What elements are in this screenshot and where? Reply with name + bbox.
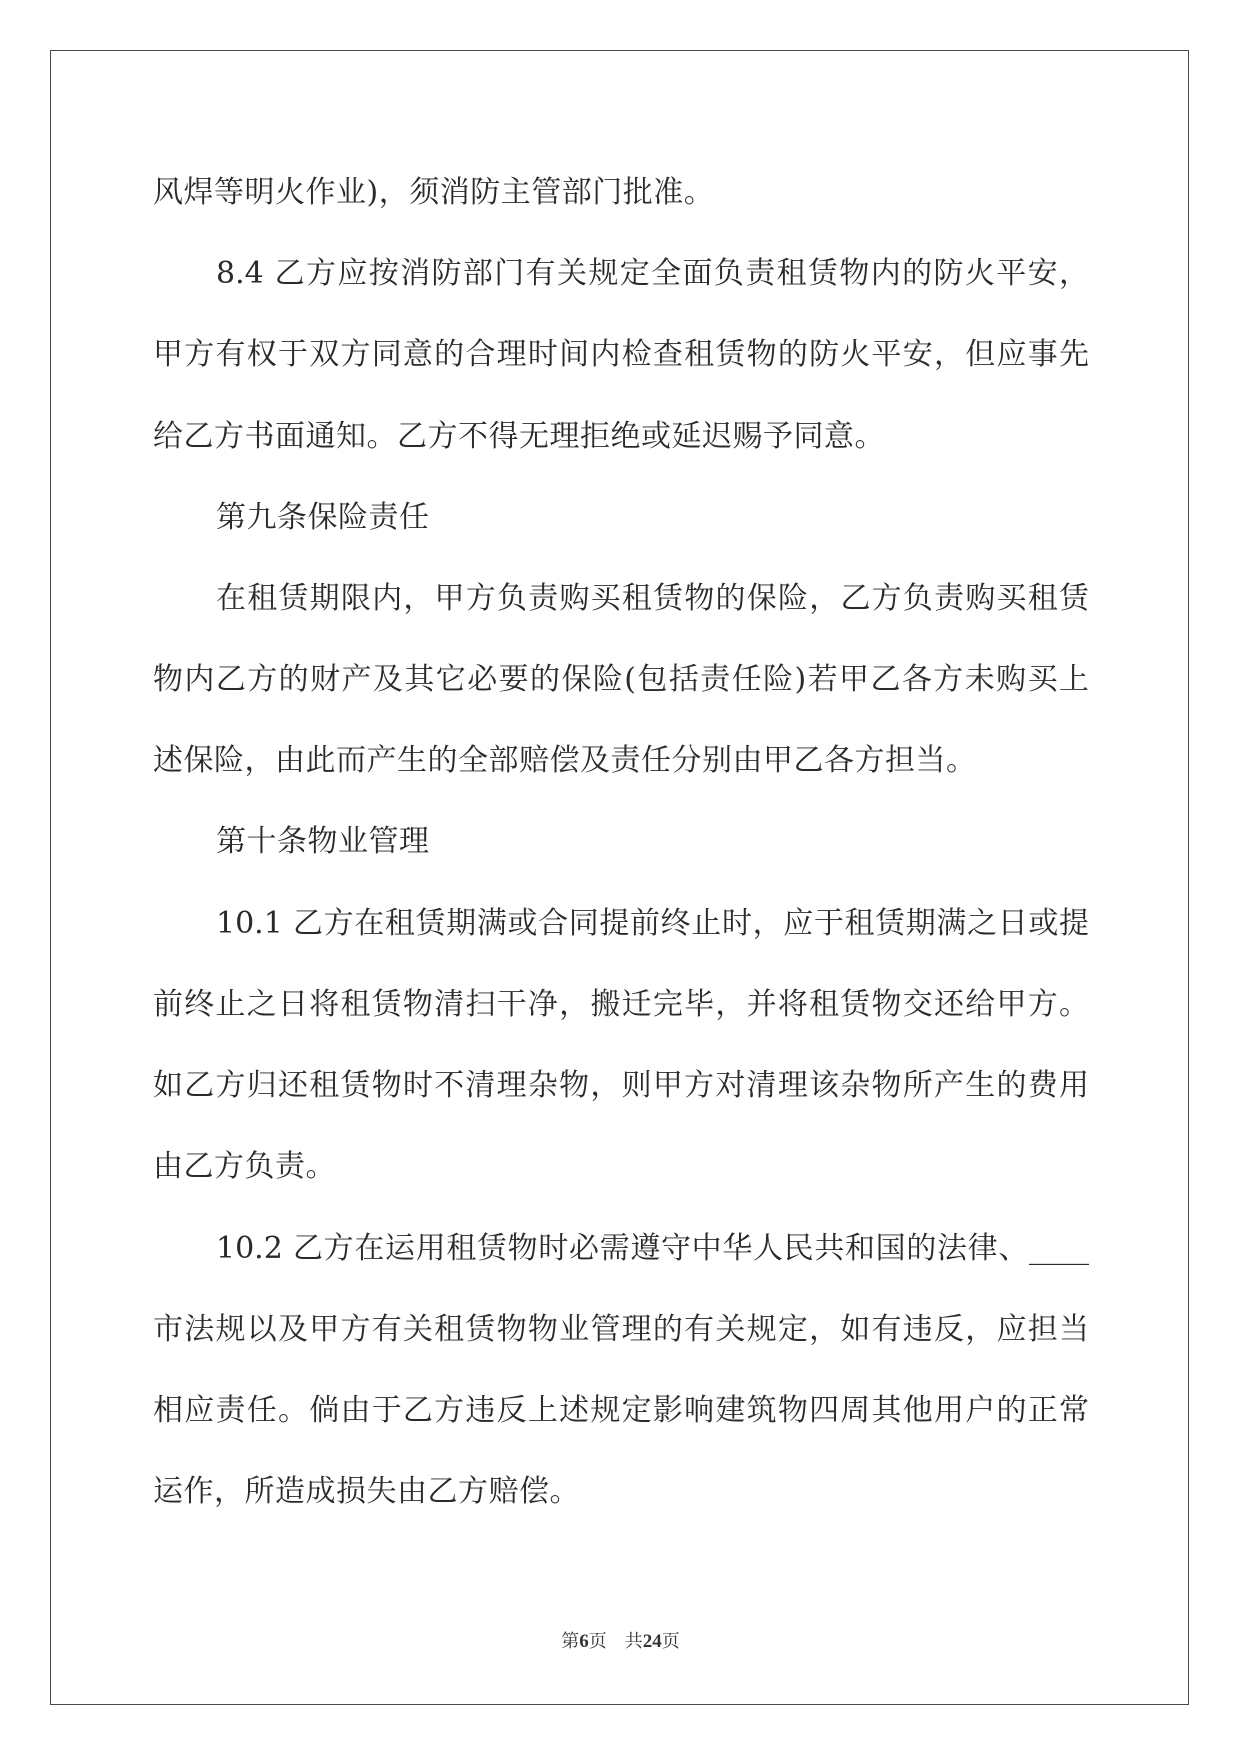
text-line: 相应责任。倘由于乙方违反上述规定影响建筑物四周其他用户的正常: [153, 1393, 1089, 1428]
page-number: [561, 1631, 607, 1652]
text-line: 在租赁期限内，甲方负责购买租赁物的保险，乙方负责购买租赁: [216, 581, 1089, 616]
text-line: 给乙方书面通知。乙方不得无理拒绝或延迟赐予同意。: [153, 419, 885, 454]
total-suffix: 页: [661, 1631, 680, 1652]
text-line: 10.1 乙方在租赁期满或合同提前终止时，应于租赁期满之日或提: [216, 906, 1089, 941]
page-footer: [0, 1630, 1241, 1654]
page-prefix: 第: [561, 1631, 580, 1652]
text-line: 运作，所造成损失由乙方赔偿。: [153, 1474, 580, 1509]
total-prefix: 共: [624, 1631, 643, 1652]
total-page-count: 24: [642, 1631, 662, 1652]
text-line: 物内乙方的财产及其它必要的保险(包括责任险)若甲乙各方未购买上: [153, 662, 1089, 697]
heading-text: 第十条物业管理: [216, 824, 430, 859]
text-line: 风焊等明火作业)，须消防主管部门批准。: [153, 175, 715, 210]
text-line: 甲方有权于双方同意的合理时间内检查租赁物的防火平安，但应事先: [153, 337, 1089, 372]
page-border: [50, 50, 1189, 1705]
total-pages: [625, 1631, 680, 1652]
text-line: 10.2 乙方在运用租赁物时必需遵守中华人民共和国的法律、____: [216, 1231, 1089, 1266]
text-line: 如乙方归还租赁物时不清理杂物，则甲方对清理该杂物所产生的费用: [153, 1068, 1089, 1103]
current-page: 6: [579, 1631, 589, 1652]
page-suffix: 页: [588, 1631, 607, 1652]
text-line: 8.4 乙方应按消防部门有关规定全面负责租赁物内的防火平安，: [216, 256, 1089, 291]
heading-text: 第九条保险责任: [216, 500, 430, 535]
text-line: 述保险，由此而产生的全部赔偿及责任分别由甲乙各方担当。: [153, 743, 977, 778]
text-line: 前终止之日将租赁物清扫干净，搬迁完毕，并将租赁物交还给甲方。: [153, 987, 1089, 1022]
text-line: 市法规以及甲方有关租赁物物业管理的有关规定，如有违反，应担当: [153, 1312, 1089, 1347]
text-line: 由乙方负责。: [153, 1149, 336, 1184]
